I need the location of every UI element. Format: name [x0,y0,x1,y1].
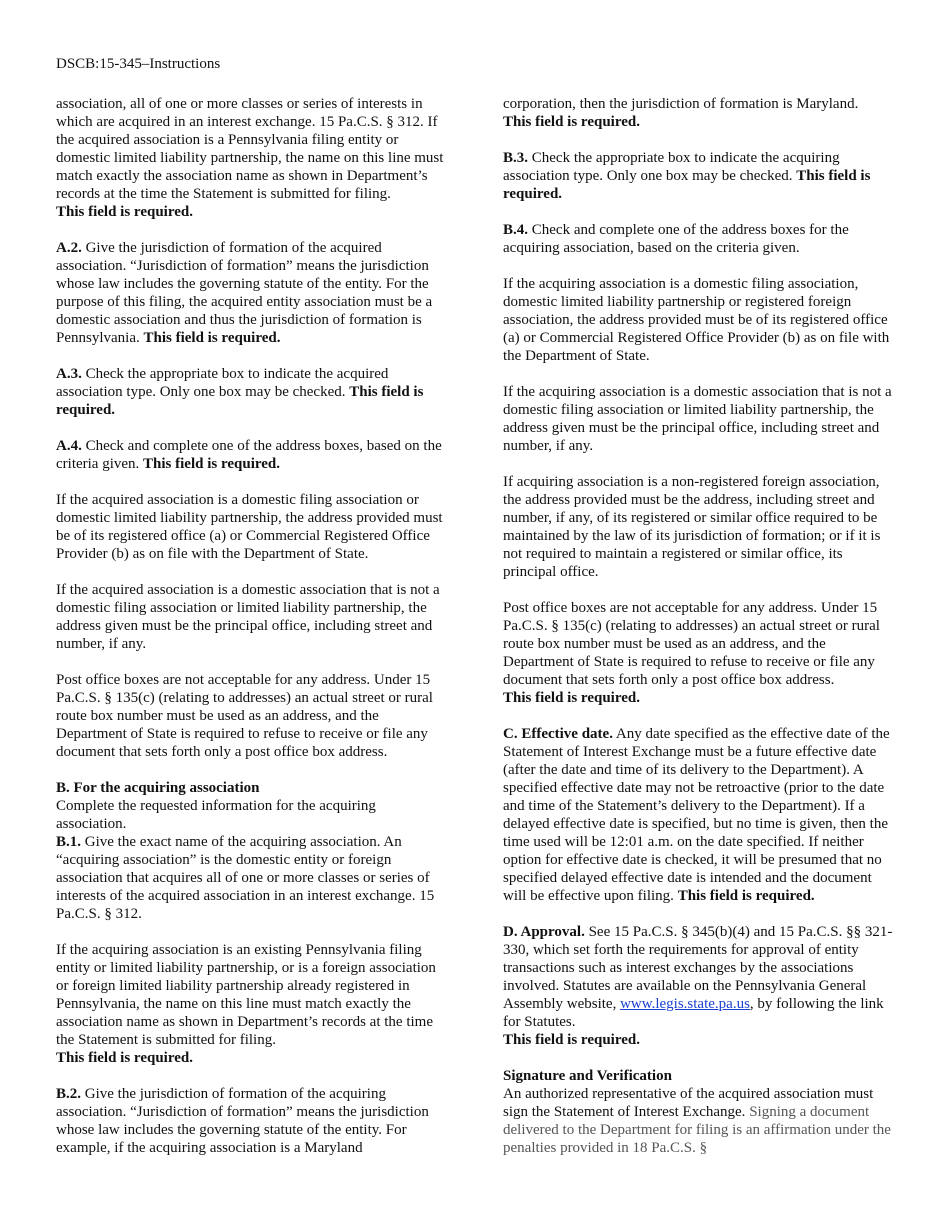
b1-label: B.1. [56,834,82,850]
required-note: This field is required. [143,456,281,472]
acquiring-principal-office-paragraph: If the acquiring association is a domestic association that is not a domestic filing association or limited liability partnership, the address given must be the principal office, including street and number, if any. [503,384,892,454]
a3-text: Check the appropriate box to indicate the acquired association type. Only one box may be checked. [56,366,389,400]
acquired-po-box-paragraph: Post office boxes are not acceptable for any address. Under 15 Pa.C.S. § 135(c) (relating to addresses) an actual street or rural route box number must be used as an address, and the Department of State is required to refuse to receive or file any document that sets forth only a post office box address. [56,672,433,760]
acquiring-existing-paragraph [56,941,448,1067]
d-text: See 15 Pa.C.S. § 345(b)(4) and 15 Pa.C.S. §§ 321-330, which set forth the requirements for approval of entity transactions such as interest exchanges by the associations involved. Statutes are available on the Pennsylvania General Assembly website, [503,924,893,1012]
acquiring-po-box-text: Post office boxes are not acceptable for any address. Under 15 Pa.C.S. § 135(c) (relating to addresses) an actual street or rural route box number must be used as an address, and the Department of State is required to refuse to receive or file any document that sets forth only a post office box address. [503,600,880,688]
acquired-name-text: association, all of one or more classes or series of interests in which are acquired in an interest exchange. 15 Pa.C.S. § 312. If the acquired association is a Pennsylvania filing entity or domestic limited liability partnership, the name on this line must match exactly the association name as shown in Department’s records at the time the Statement is submitted for filing. [56,96,444,202]
b1-text: Give the exact name of the acquiring association. An “acquiring association” is the domestic entity or foreign association that acquires all of one or more classes or series of interests of the acquired association in an interest exchange. 15 Pa.C.S. § 312. [56,834,435,922]
required-note: This field is required. [56,384,424,418]
b1-paragraph [56,833,448,923]
right-column [503,95,897,1175]
signature-text-faded: Signing a document delivered to the Department for filing is an affirmation under the penalties provided in 18 Pa.C.S. § [503,1104,891,1156]
b3-paragraph [503,149,897,203]
d-label: D. Approval. [503,924,585,940]
required-note: This field is required. [56,1050,193,1066]
section-b-heading [56,779,448,797]
required-note: This field is required. [56,204,193,220]
signature-text: An authorized representative of the acquired association must sign the Statement of Interest Exchange. [503,1086,874,1120]
document-id-header: DSCB:15-345–Instructions [56,56,221,72]
a4-paragraph [56,437,448,473]
section-b-heading-text: B. For the acquiring association [56,780,260,796]
acquiring-po-box-paragraph [503,599,897,707]
a4-label: A.4. [56,438,82,454]
d-text-end: , by following the link for Statutes. [503,996,884,1030]
b2-continued-text: corporation, then the jurisdiction of formation is Maryland. [503,96,859,112]
b2-paragraph [56,1085,448,1157]
acquired-name-paragraph [56,95,448,221]
legis-website-link[interactable]: www.legis.state.pa.us [620,996,750,1012]
acquiring-nonregistered-paragraph: If acquiring association is a non-registered foreign association, the address provided must be the address, including street and number, if any, of its registered or similar office required to be maintained by the law of its jurisdiction of formation; or if it is not required to maintain a registered or similar office, its principal office. [503,474,881,580]
b3-label: B.3. [503,150,529,166]
b4-text: Check and complete one of the address boxes for the acquiring association, based on the criteria given. [503,222,849,256]
required-note: This field is required. [677,888,815,904]
signature-heading [503,1067,897,1085]
required-note: This field is required. [143,330,281,346]
left-column [56,95,448,1175]
acquiring-domestic-address-paragraph: If the acquiring association is a domestic filing association, domestic limited liability partnership or registered foreign association, the address provided must be of its registered office (a) or Commercial Registered Office Provider (b) as on file with the Department of State. [503,276,890,364]
a3-label: A.3. [56,366,82,382]
required-note: This field is required. [503,168,871,202]
acquired-principal-office-paragraph: If the acquired association is a domestic association that is not a domestic filing association or limited liability partnership, the address given must be the principal office, including street and number, if any. [56,582,440,652]
required-note: This field is required. [503,1032,640,1048]
section-b-intro: Complete the requested information for the acquiring association. [56,798,376,832]
a2-paragraph [56,239,448,347]
b2-label: B.2. [56,1086,82,1102]
acquiring-existing-text: If the acquiring association is an existing Pennsylvania filing entity or limited liability partnership, or is a foreign association or foreign limited liability partnership already registered in Pennsylvania, the name on this line must match exactly the association name as shown in Department’s records at the time the Statement is submitted for filing. [56,942,436,1048]
required-note: This field is required. [503,114,640,130]
c-label: C. Effective date. [503,726,613,742]
a4-text: Check and complete one of the address boxes, based on the criteria given. [56,438,442,472]
d-approval-paragraph [503,923,897,1049]
b4-label: B.4. [503,222,529,238]
required-note: This field is required. [503,690,640,706]
acquired-domestic-address-paragraph: If the acquired association is a domestic filing association or domestic limited liability partnership, the address provided must be of its registered office (a) or Commercial Registered Office Provider (b) as on file with the Department of State. [56,492,443,562]
b2-text: Give the jurisdiction of formation of the acquiring association. “Jurisdiction of formation” means the jurisdiction whose law includes the governing statute of the entity. For example, if the acquiring association is a Maryland [56,1086,429,1156]
b3-text: Check the appropriate box to indicate the acquiring association type. Only one box may be checked. [503,150,840,184]
a2-label: A.2. [56,240,82,256]
a2-text: Give the jurisdiction of formation of the acquired association. “Jurisdiction of formation” means the jurisdiction whose law includes the governing statute of the entity. For the purpose of this filing, the acquired entity association must be a domestic association and thus the jurisdiction of formation is Pennsylvania. [56,240,433,346]
b2-continued-paragraph [503,95,897,131]
a3-paragraph [56,365,448,419]
c-text: Any date specified as the effective date of the Statement of Interest Exchange must be a future effective date (after the date and time of its delivery to the Department). A specified effective date may not be retroactive (prior to the date and time of the Statement’s delivery to the Department). If a delayed effective date is specified, but no time is given, then the time used will be 12:01 a.m. on the date specified. If neither option for effective date is checked, it will be presumed that no specified delayed effective date is intended and the document will be effective upon filing. [503,726,890,904]
signature-paragraph [503,1085,897,1157]
c-effective-date-paragraph [503,725,897,905]
signature-heading-text: Signature and Verification [503,1068,672,1084]
b4-paragraph [503,221,897,257]
